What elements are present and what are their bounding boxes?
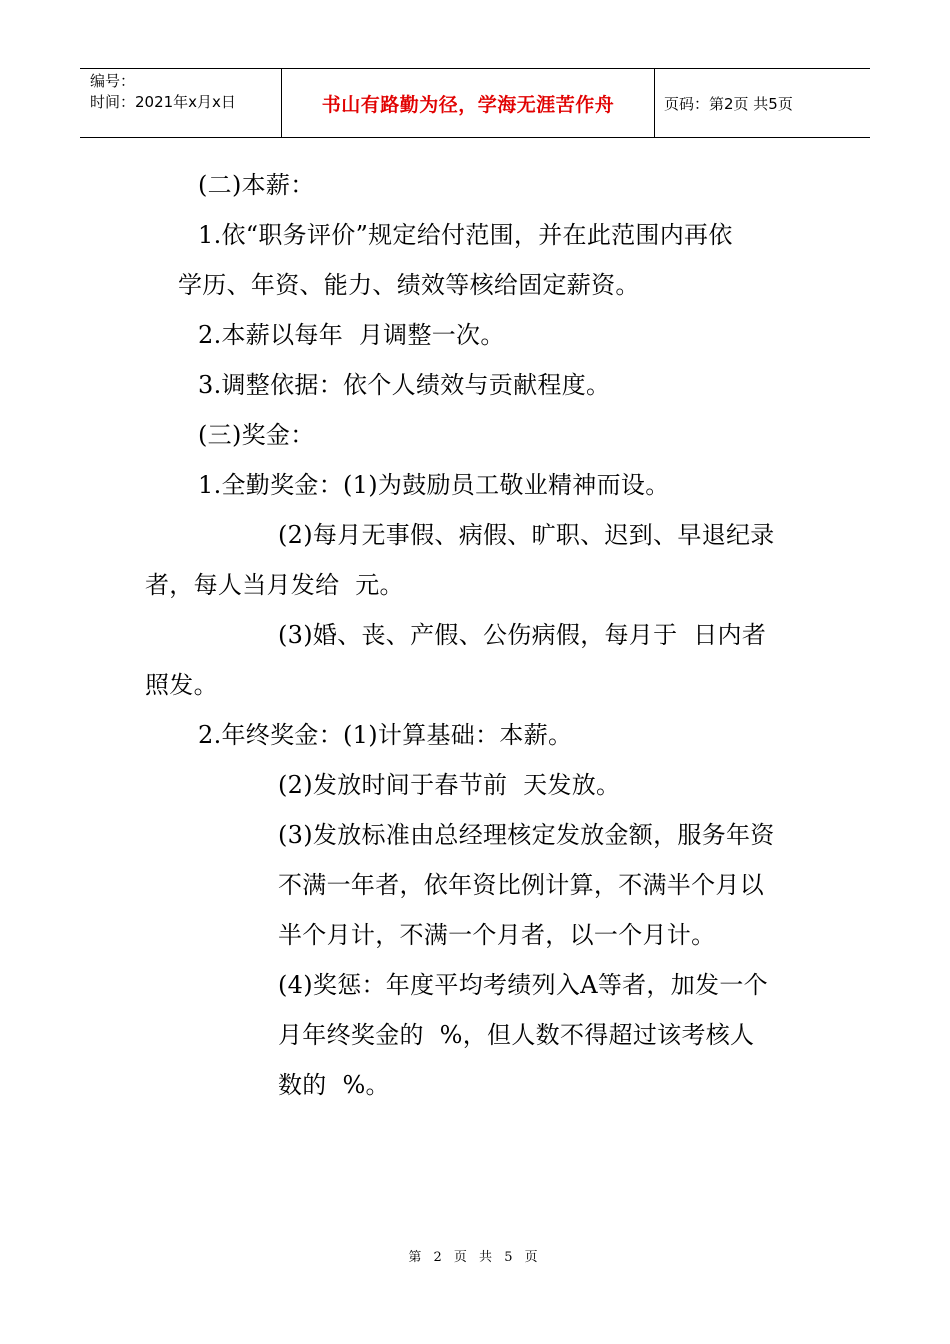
- document-date: 时间：2021年x月x日: [90, 93, 236, 111]
- header-motto: 书山有路勤为径，学海无涯苦作舟: [281, 69, 655, 137]
- body-line: 1.依“职务评价”规定给付范围，并在此范围内再依: [198, 221, 733, 249]
- body-line: 半个月计，不满一个月者，以一个月计。: [278, 921, 716, 949]
- body-line: (4)奖惩：年度平均考绩列入A等者，加发一个: [278, 971, 768, 999]
- body-line: 1.全勤奖金：(1)为鼓励员工敬业精神而设。: [198, 471, 670, 499]
- body-line: 3.调整依据：依个人绩效与贡献程度。: [198, 371, 611, 399]
- header-page-info: 页码：第2页 共5页: [664, 94, 793, 113]
- page-header: [80, 68, 870, 138]
- body-line: 照发。: [145, 671, 218, 699]
- body-line: (3)发放标准由总经理核定发放金额，服务年资: [278, 821, 775, 849]
- header-meta: [80, 69, 280, 137]
- section-heading-base-salary: (二)本薪：: [198, 171, 315, 199]
- body-line: 2.本薪以每年 月调整一次。: [198, 321, 505, 349]
- body-line: 学历、年资、能力、绩效等核给固定薪资。: [178, 271, 640, 299]
- body-line: (2)发放时间于春节前 天发放。: [278, 771, 621, 799]
- page-footer: 第 2 页 共 5 页: [408, 1250, 542, 1265]
- section-heading-bonus: (三)奖金：: [198, 421, 315, 449]
- body-line: 不满一年者，依年资比例计算，不满半个月以: [278, 871, 764, 899]
- body-line: 2.年终奖金：(1)计算基础：本薪。: [198, 721, 573, 749]
- document-number-label: 编号：: [90, 72, 136, 90]
- body-line: (2)每月无事假、病假、旷职、迟到、早退纪录: [278, 521, 775, 549]
- body-line: 数的 %。: [278, 1071, 390, 1099]
- body-line: 月年终奖金的 %，但人数不得超过该考核人: [278, 1021, 755, 1049]
- body-line: (3)婚、丧、产假、公伤病假，每月于 日内者: [278, 621, 767, 649]
- body-line: 者，每人当月发给 元。: [145, 571, 404, 599]
